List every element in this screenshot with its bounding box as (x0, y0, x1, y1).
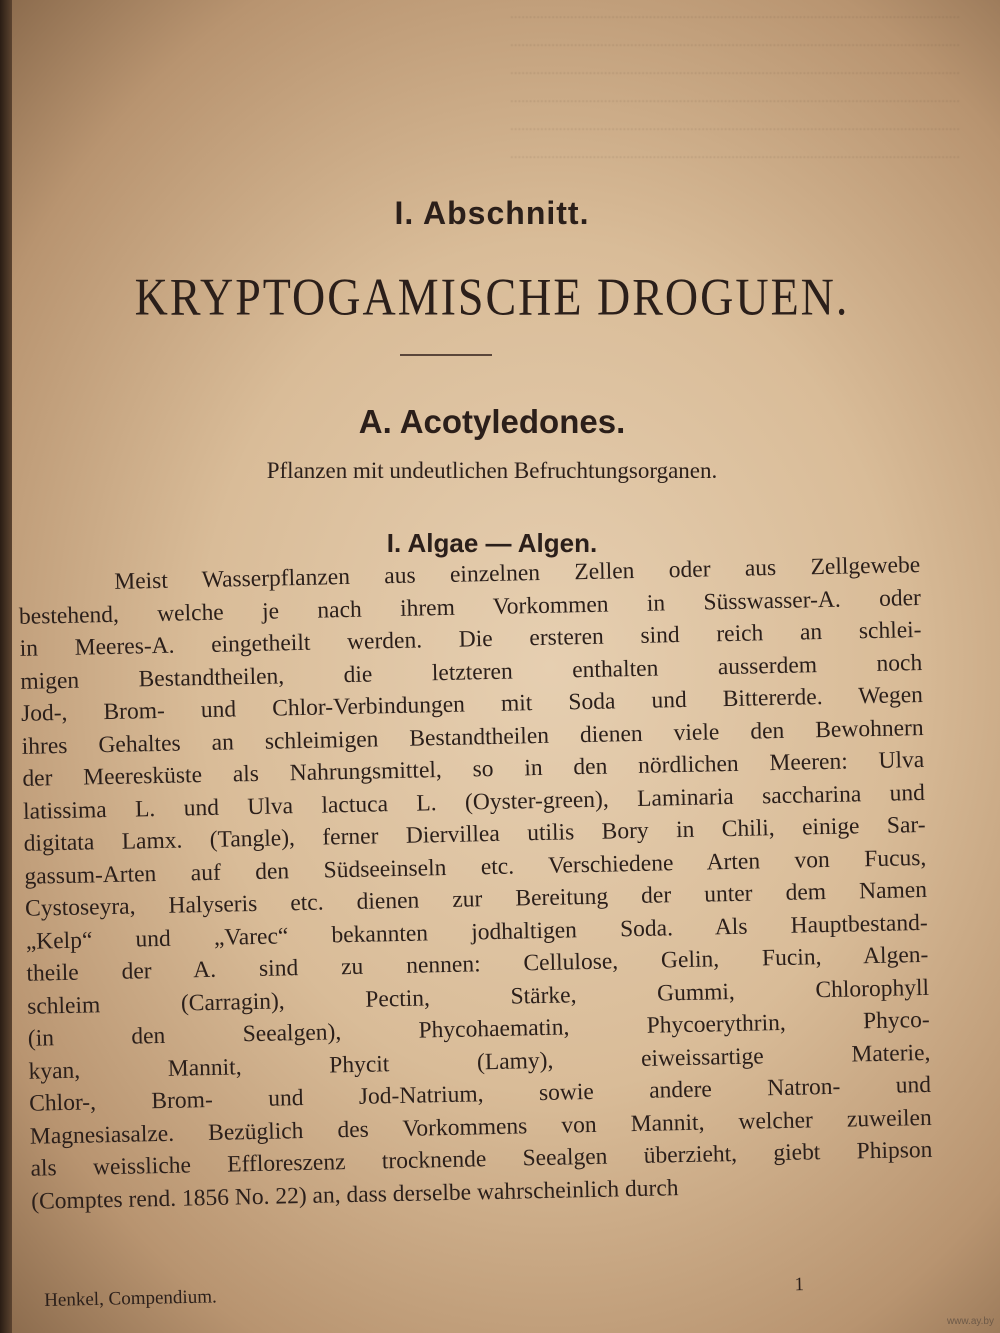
body-line: (Comptes rend. 1856 No. 22) an, dass derselbe wahrscheinlich durch (30, 1174, 679, 1215)
body-line: digitata Lamx. (Tangle), ferner Diervillea utilis Bory in Chili, einige Sar- (23, 811, 926, 857)
footer-signature: Henkel, Compendium. (44, 1286, 217, 1311)
page-footer (44, 1274, 804, 1312)
section-number: I. Abschnitt. (394, 195, 590, 231)
subsection-heading: A. Acotyledones. (358, 403, 626, 440)
book-binding-edge (0, 0, 12, 1333)
body-line: migen Bestandtheilen, die letzteren enthalten ausserdem noch (20, 649, 923, 695)
body-line: theile der A. sind zu nennen: Cellulose, Gelin, Fucin, Algen- (26, 941, 929, 987)
body-line: Jod-, Brom- und Chlor-Verbindungen mit Soda und Bittererde. Wegen (20, 681, 924, 727)
site-watermark: www.ay.by (946, 1316, 994, 1327)
body-line: als weissliche Effloreszenz trocknende Seealgen überzieht, giebt Phipson (30, 1136, 933, 1182)
body-line: in Meeres-A. eingetheilt werden. Die ersteren sind reich an schlei- (19, 616, 922, 662)
page-number: 1 (794, 1274, 805, 1296)
body-line: Magnesiasalze. Bezüglich des Vorkommens von Mannit, welcher zuweilen (29, 1104, 932, 1150)
body-line: Meist Wasserpflanzen aus einzelnen Zellen oder aus Zellgewebe (114, 551, 921, 595)
body-line: gassum-Arten auf den Südseeinseln etc. Verschiedene Arten von Fucus, (24, 844, 927, 890)
body-line: bestehend, welche je nach ihrem Vorkommen in Süsswasser-A. oder (18, 584, 922, 630)
body-line: Chlor-, Brom- und Jod-Natrium, sowie andere Natron- und (28, 1071, 932, 1117)
body-text (12, 548, 985, 1218)
body-line: (in den Seealgen), Phycohaematin, Phycoerythrin, Phyco- (27, 1006, 930, 1052)
body-line: latissima L. und Ulva lactuca L. (Oyster-green), Laminaria saccharina und (22, 779, 926, 825)
body-line: kyan, Mannit, Phycit (Lamy), eiweissartige Materie, (28, 1039, 931, 1085)
body-line: „Kelp“ und „Varec“ bekannten jodhaltigen Soda. Als Hauptbestand- (25, 909, 928, 955)
body-line: Cystoseyra, Halyseris etc. dienen zur Bereitung der unter dem Namen (24, 876, 928, 922)
section-title: KRYPTOGAMISCHE DROGUEN. (134, 267, 850, 326)
body-line: ihres Gehaltes an schleimigen Bestandtheilen dienen viele den Bewohnern (21, 714, 924, 760)
bleed-through-text: ........................................................................................................................ ........................................................................................................................ ........................................................................................................................ ........................................................................................................................ ........................................................................................................................ ........................................................................................................................ (510, 6, 960, 162)
title-divider (400, 354, 492, 356)
body-line: schleim (Carragin), Pectin, Stärke, Gummi, Chlorophyll (26, 974, 930, 1020)
chapter-heading: I. Algae — Algen. (386, 528, 598, 558)
body-line: der Meeresküste als Nahrungsmittel, so in den nördlichen Meeren: Ulva (22, 746, 925, 792)
subsection-description: Pflanzen mit undeutlichen Befruchtungsorganen. (266, 458, 718, 483)
book-page (12, 0, 972, 1333)
